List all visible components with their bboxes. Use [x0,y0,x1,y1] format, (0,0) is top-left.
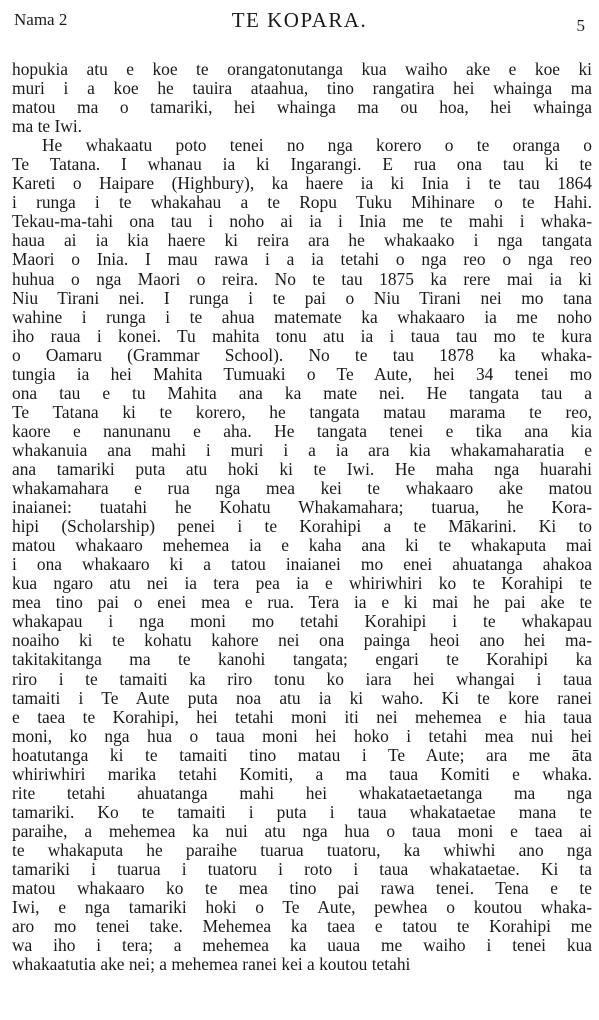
text-line: whakaatutia ake nei; a mehemea ranei kei a koutou tetahi [12,954,411,975]
text-line: iho raua i konei. Tu mahita tonu atu ia i taua tau mo te kura [12,325,592,346]
text-line: inaianei: tuatahi he Kohatu Whakamahara; tuarua, he Kora- [12,497,592,518]
body-text [12,60,592,974]
text-line: tamariki i tuarua i tuatoru i roto i taua whakataetae. Ki ta [12,858,592,879]
text-line: o Oamaru (Grammar School). No te tau 1878 ka whaka- [12,344,592,365]
text-line: whakamahara e rua nga mea kei te whakaaro ake matou [12,478,592,499]
text-line: moni, ko nga hua o taua moni hei hoko i tetahi mea nui hei [12,725,592,746]
text-line: whiriwhiri marika tetahi Komiti, a ma taua Komiti e whaka. [12,763,592,784]
text-line: te whakaputa he paraihe tuarua tuatoru, ka whiwhi ano nga [12,839,592,860]
text-line: ma te Iwi. [12,116,83,137]
text-line: tamaiti i Te Aute puta noa atu ia ki waho. Ki te kore ranei [12,687,592,708]
text-line: ana tamariki puta atu hoki ki te Iwi. He maha nga huarahi [12,458,592,479]
paragraph [12,136,592,974]
text-line: Iwi, e nga tamariki hoki o Te Aute, pewhea o koutou whaka- [12,897,592,918]
text-line: hoatutanga ki te tamaiti tino matau i Te Aute; ara me āta [12,744,592,765]
text-line: aro mo tenei take. Mehemea ka taea e tatou te Korahipi me [12,916,592,937]
text-line: muri i a koe he tauira ataahua, tino rangatira hei whainga ma [12,78,592,99]
text-line: i runga i te whakahau a te Ropu Tuku Mihinare o te Hahi. [12,192,592,213]
text-line: wa iho i tera; a mehemea ka uaua me waiho i tenei kua [12,935,592,956]
text-line: riro i te tamaiti ka riro tonu ko iara hei whangai i taua [12,668,592,689]
text-line: matou whakaaro ko te mea tino pai rawa tenei. Tena e te [12,878,592,899]
text-line: e taea te Korahipi, hei tetahi moni iti nei mehemea e hia taua [12,706,592,727]
text-line: Tekau-ma-tahi ona tau i noho ai ia i Inia me te mahi i whaka- [12,211,592,232]
text-line: takitakitanga ma te kanohi tangata; engari te Korahipi ka [12,649,592,670]
page-number: 5 [576,16,585,35]
text-line: tamariki. Ko te tamaiti i puta i taua whakataetae mana te [12,801,592,822]
running-head [10,8,589,38]
text-line: huhua o nga Maori o reira. No te tau 1875 ka rere mai ia ki [12,268,592,289]
text-line: paraihe, a mehemea ka nui atu nga hua o taua moni e taea ai [12,820,592,841]
text-line: mea tino pai o enei mea e rua. Tera ia e ki mai he pai ake te [12,592,592,613]
page-title: TE KOPARA. [231,8,368,32]
text-line: hopukia atu e koe te orangatonutanga kua waiho ake e koe ki [12,59,592,79]
text-line: Te Tatana. I whanau ia ki Ingarangi. E rua ona tau ki te [12,154,592,175]
text-line: Kareti o Haipare (Highbury), ka haere ia ki Inia i te tau 1864 [12,173,592,194]
text-line: kua ngaro atu nei ia tera pea ia e whiriwhiri ko te Korahipi te [12,573,592,594]
text-line: hipi (Scholarship) penei i te Korahipi a te Mākarini. Ki to [12,516,592,537]
paragraph [12,60,592,136]
text-line: Maori o Inia. I mau rawa i a ia tetahi o nga reo o nga reo [12,249,592,270]
text-line: i ona whakaaro ki a tatou inaianei mo enei ahuatanga ahakoa [12,554,592,575]
text-line: haua ai ia kia haere ki reira ara he whakaako i nga tangata [12,230,592,251]
text-line: whakapau i nga moni mo tetahi Korahipi i te whakapau [12,611,592,632]
text-line: kaore e nanunanu e aha. He tangata tenei e tika ana kia [12,420,592,441]
text-line: whakanuia ana mahi i muri i a ia ara kia whakamaharatia e [12,439,592,460]
text-line: Niu Tirani nei. I runga i te pai o Niu Tirani nei mo tana [12,287,592,308]
text-line: noaiho ki te kohatu kahore nei ona painga heoi ano hei ma- [12,630,592,651]
text-line: rite tetahi ahuatanga mahi hei whakataetaetanga ma nga [12,782,592,803]
text-line: matou whakaaro mehemea ia e kaha ana ki te whakaputa mai [12,535,592,556]
text-line: matou ma o tamariki, hei whainga ma ou hoa, hei whainga [12,97,592,118]
text-line: Te Tatana ki te korero, he tangata matau marama te reo, [12,401,592,422]
issue-number: Nama 2 [14,10,68,29]
text-line: tungia ia hei Mahita Tumuaki o Te Aute, hei 34 tenei mo [12,363,592,384]
text-line: He whakaatu poto tenei no nga korero o te oranga o [42,135,592,156]
text-line: wahine i runga i te ahua matemate ka whakaaro ia me noho [12,306,592,327]
text-line: ona tau e tu Mahita ana ka mate nei. He tangata tau a [12,382,592,403]
